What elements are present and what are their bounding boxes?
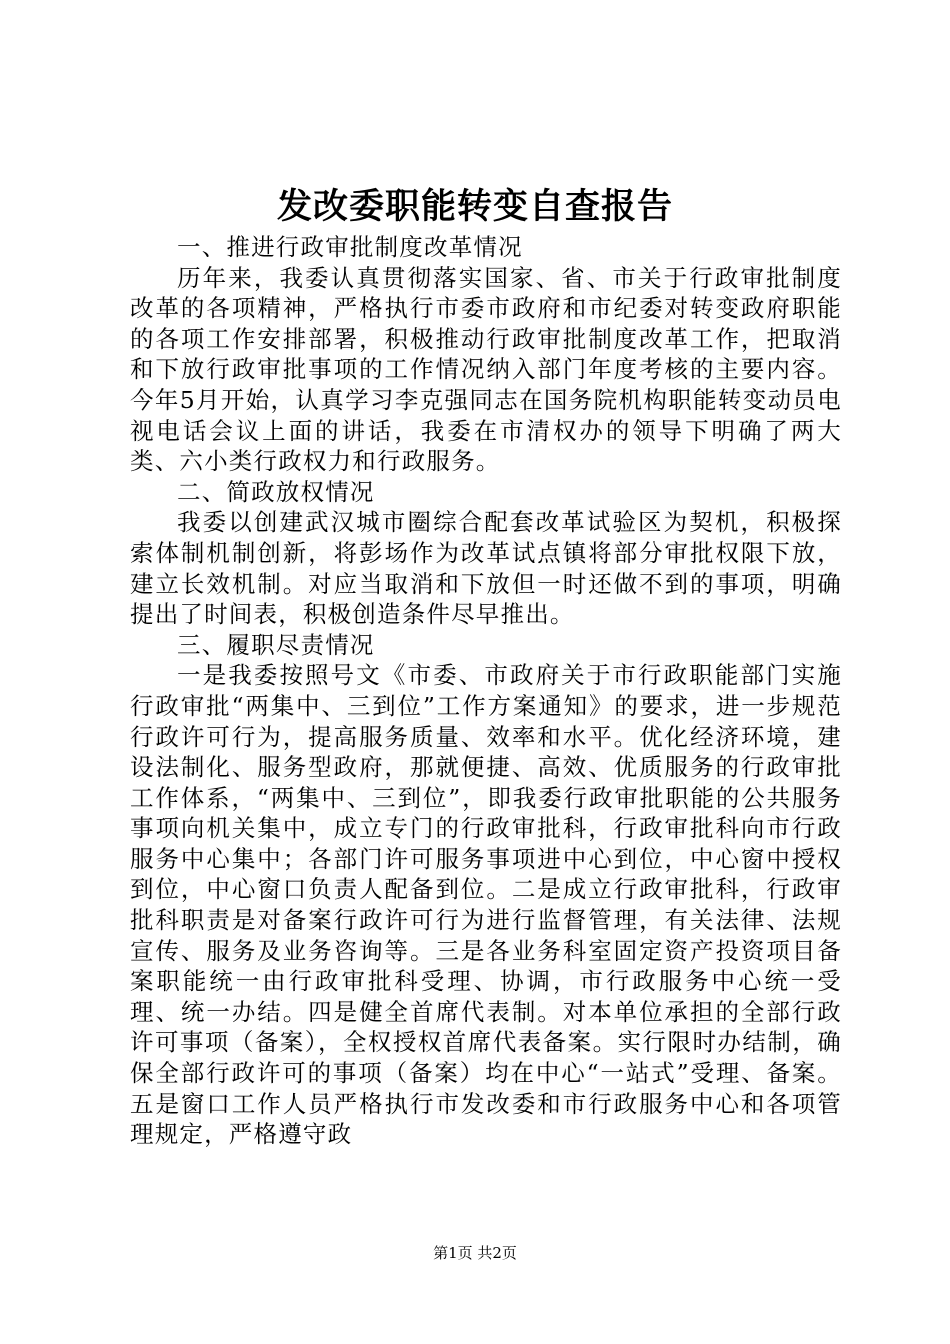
document-body — [130, 232, 842, 1150]
section-heading-1: 一、推进行政审批制度改革情况 — [177, 233, 523, 261]
page-footer: 第1页 共2页 — [433, 1244, 517, 1262]
section-heading-2: 二、简政放权情况 — [177, 477, 375, 506]
body-paragraph-3: 一是我委按照号文《市委、市政府关于市行政职能部门实施行政审批“两集中、三到位”工作方案通知》的要求，进一步规范行政许可行为，提高服务质量、效率和水平。优化经济环境，建设法制化、服务型政府，那就便捷、高效、优质服务的行政审批工作体系，“两集中、三到位”，即我委行政审批职能的公共服务事项向机关集中，成立专门的行政审批科，行政审批科向市行政服务中心集中；各部门许可服务事项进中心到位，中心窗中授权到位，中心窗口负责人配备到位。二是成立行政审批科，行政审批科职责是对备案行政许可行为进行监督管理，有关法律、法规宣传、服务及业务咨询等。三是各业务科室固定资产投资项目备案职能统一由行政审批科受理、协调，市行政服务中心统一受理、统一办结。四是健全首席代表制。对本单位承担的全部行政许可事项（备案），全权授权首席代表备案。实行限时办结制，确保全部行政许可的事项（备案）均在中心“一站式”受理、备案。五是窗口工作人员严格执行市发改委和市行政服务中心和各项管理规定，严格遵守政 — [130, 661, 842, 1149]
section-heading-3: 三、履职尽责情况 — [177, 630, 375, 659]
document-title: 发改委职能转变自查报告 — [276, 186, 673, 227]
body-paragraph-1: 历年来，我委认真贯彻落实国家、省、市关于行政审批制度改革的各项精神，严格执行市委市政府和市纪委对转变政府职能的各项工作安排部署，积极推动行政审批制度改革工作，把取消和下放行政审批事项的工作情况纳入部门年度考核的主要内容。今年5月开始，认真学习李克强同志在国务院机构职能转变动员电视电话会议上面的讲话，我委在市清权办的领导下明确了两大类、六小类行政权力和行政服务。 — [130, 263, 842, 476]
body-paragraph-2: 我委以创建武汉城市圈综合配套改革试验区为契机，积极探索体制机制创新，将彭场作为改革试点镇将部分审批权限下放，建立长效机制。对应当取消和下放但一时还做不到的事项，明确提出了时间表，积极创造条件尽早推出。 — [130, 508, 842, 629]
